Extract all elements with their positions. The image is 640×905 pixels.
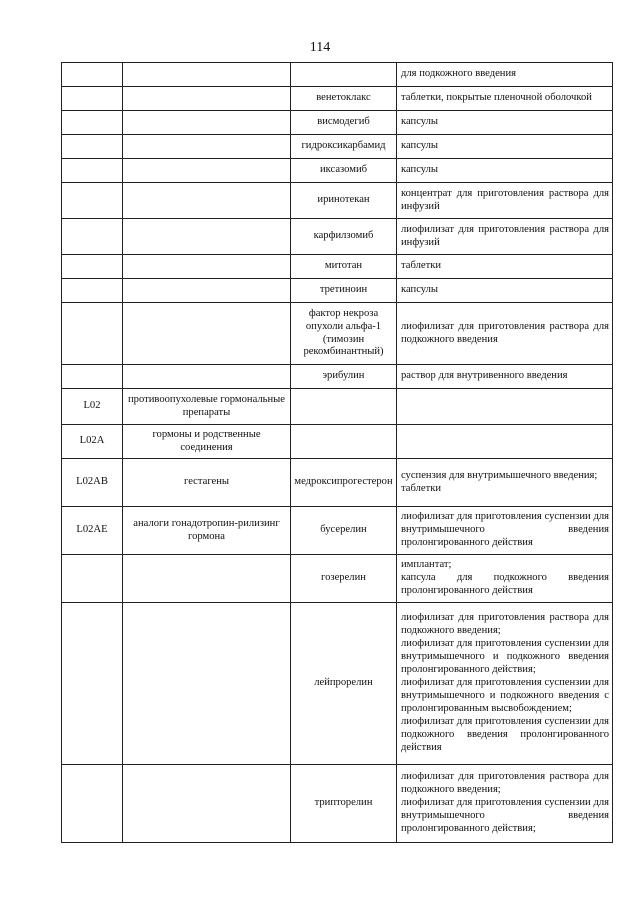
drug-name-cell xyxy=(291,63,397,87)
atc-code-cell xyxy=(62,255,123,279)
dosage-form-line: лиофилизат для приготовления суспензии для внутримышечного и подкожного введения пролонгированного действия; xyxy=(401,638,609,676)
atc-code-cell xyxy=(62,603,123,765)
table-row xyxy=(62,183,613,219)
drug-name-cell: иксазомиб xyxy=(291,159,397,183)
atc-code-cell xyxy=(62,219,123,255)
atc-group-cell xyxy=(123,183,291,219)
atc-code-cell xyxy=(62,159,123,183)
atc-code-cell xyxy=(62,365,123,389)
dosage-form-line: раствор для внутривенного введения xyxy=(401,370,568,382)
atc-code-cell xyxy=(62,63,123,87)
atc-group-cell xyxy=(123,87,291,111)
atc-group-cell xyxy=(123,135,291,159)
dosage-form-cell xyxy=(397,425,613,459)
atc-group-cell xyxy=(123,603,291,765)
table-row xyxy=(62,425,613,459)
atc-group-cell xyxy=(123,63,291,87)
drug-name-cell: бусерелин xyxy=(291,507,397,555)
atc-code-cell: L02 xyxy=(62,389,123,425)
atc-group-cell: гестагены xyxy=(123,459,291,507)
atc-group-cell xyxy=(123,303,291,365)
atc-group-cell xyxy=(123,219,291,255)
atc-group-cell: противоопухолевые гормональные препараты xyxy=(123,389,291,425)
drug-name-cell: третиноин xyxy=(291,279,397,303)
dosage-form-line: лиофилизат для приготовления раствора для инфузий xyxy=(401,223,609,248)
table-row xyxy=(62,365,613,389)
dosage-form-line: лиофилизат для приготовления раствора для подкожного введения; xyxy=(401,771,609,796)
dosage-form-line: лиофилизат для приготовления суспензии для внутримышечного введения пролонгированного действия xyxy=(401,511,609,548)
dosage-form-cell xyxy=(397,555,613,603)
table-row xyxy=(62,87,613,111)
drug-name-cell: висмодегиб xyxy=(291,111,397,135)
table-row xyxy=(62,603,613,765)
atc-code-cell: L02AB xyxy=(62,459,123,507)
atc-group-cell: аналоги гонадотропин-рилизинг гормона xyxy=(123,507,291,555)
drug-name-cell: эрибулин xyxy=(291,365,397,389)
dosage-form-cell xyxy=(397,111,613,135)
table-row xyxy=(62,459,613,507)
dosage-form-line: лиофилизат для приготовления раствора для подкожного введения; xyxy=(401,612,609,637)
dosage-form-cell xyxy=(397,63,613,87)
atc-code-cell xyxy=(62,135,123,159)
dosage-form-cell xyxy=(397,507,613,555)
drug-name-cell xyxy=(291,389,397,425)
dosage-form-cell xyxy=(397,87,613,111)
page-number: 114 xyxy=(309,40,331,55)
table-row xyxy=(62,111,613,135)
dosage-form-cell xyxy=(397,219,613,255)
drug-name-cell: трипторелин xyxy=(291,765,397,843)
dosage-form-line: капсула для подкожного введения пролонгированного действия xyxy=(401,572,609,596)
dosage-form-line: капсулы xyxy=(401,140,439,152)
drug-name-cell: митотан xyxy=(291,255,397,279)
drug-name-cell: гозерелин xyxy=(291,555,397,603)
dosage-form-cell xyxy=(397,765,613,843)
atc-code-cell xyxy=(62,111,123,135)
atc-group-cell: гормоны и родственные соединения xyxy=(123,425,291,459)
dosage-form-line: капсулы xyxy=(401,284,439,296)
atc-code-cell xyxy=(62,765,123,843)
atc-code-cell xyxy=(62,303,123,365)
dosage-form-line: концентрат для приготовления раствора для инфузий xyxy=(401,187,609,212)
drug-name-cell xyxy=(291,425,397,459)
table-row xyxy=(62,765,613,843)
atc-code-cell xyxy=(62,555,123,603)
dosage-form-line: лиофилизат для приготовления суспензии для внутримышечного и подкожного введения с пролонгированным высвобождением; xyxy=(401,677,609,714)
medicines-table xyxy=(61,62,613,843)
dosage-form-cell xyxy=(397,279,613,303)
dosage-form-line: лиофилизат для приготовления суспензии для внутримышечного введения пролонгированного действия; xyxy=(401,797,609,834)
atc-code-cell xyxy=(62,183,123,219)
atc-group-cell xyxy=(123,279,291,303)
table-row xyxy=(62,303,613,365)
atc-group-cell xyxy=(123,255,291,279)
dosage-form-line: суспензия для внутримышечного введения; xyxy=(401,469,598,481)
drug-name-cell: медроксипрогестерон xyxy=(291,459,397,507)
table-row xyxy=(62,63,613,87)
atc-group-cell xyxy=(123,765,291,843)
dosage-form-cell xyxy=(397,303,613,365)
dosage-form-cell xyxy=(397,459,613,507)
dosage-form-line: капсулы xyxy=(401,116,439,128)
dosage-form-cell xyxy=(397,603,613,765)
atc-code-cell xyxy=(62,87,123,111)
drug-name-cell: фактор некроза опухоли альфа-1 (тимозин рекомбинантный) xyxy=(291,303,397,365)
dosage-form-line: лиофилизат для приготовления раствора для подкожного введения xyxy=(401,320,609,345)
dosage-form-cell xyxy=(397,159,613,183)
atc-code-cell: L02A xyxy=(62,425,123,459)
dosage-form-line: таблетки xyxy=(401,482,442,494)
table-row xyxy=(62,219,613,255)
table-row xyxy=(62,255,613,279)
dosage-form-cell xyxy=(397,389,613,425)
dosage-form-cell xyxy=(397,255,613,279)
dosage-form-line: для подкожного введения xyxy=(401,68,517,80)
dosage-form-line: имплантат; xyxy=(401,559,452,571)
atc-group-cell xyxy=(123,555,291,603)
atc-group-cell xyxy=(123,111,291,135)
atc-group-cell xyxy=(123,365,291,389)
dosage-form-line: таблетки, покрытые пленочной оболочкой xyxy=(401,92,592,104)
table-row xyxy=(62,507,613,555)
table-row xyxy=(62,555,613,603)
atc-code-cell xyxy=(62,279,123,303)
dosage-form-cell xyxy=(397,183,613,219)
drug-name-cell: гидроксикарбамид xyxy=(291,135,397,159)
drug-name-cell: лейпрорелин xyxy=(291,603,397,765)
drug-name-cell: карфилзомиб xyxy=(291,219,397,255)
table-row xyxy=(62,389,613,425)
table-row xyxy=(62,135,613,159)
dosage-form-cell xyxy=(397,135,613,159)
dosage-form-cell xyxy=(397,365,613,389)
table-row xyxy=(62,159,613,183)
drug-name-cell: иринотекан xyxy=(291,183,397,219)
table-row xyxy=(62,279,613,303)
drug-name-cell: венетоклакс xyxy=(291,87,397,111)
dosage-form-line: лиофилизат для приготовления суспензии для подкожного введения пролонгированного действия xyxy=(401,715,609,753)
atc-code-cell: L02AE xyxy=(62,507,123,555)
dosage-form-line: таблетки xyxy=(401,260,442,272)
atc-group-cell xyxy=(123,159,291,183)
dosage-form-line: капсулы xyxy=(401,164,439,176)
